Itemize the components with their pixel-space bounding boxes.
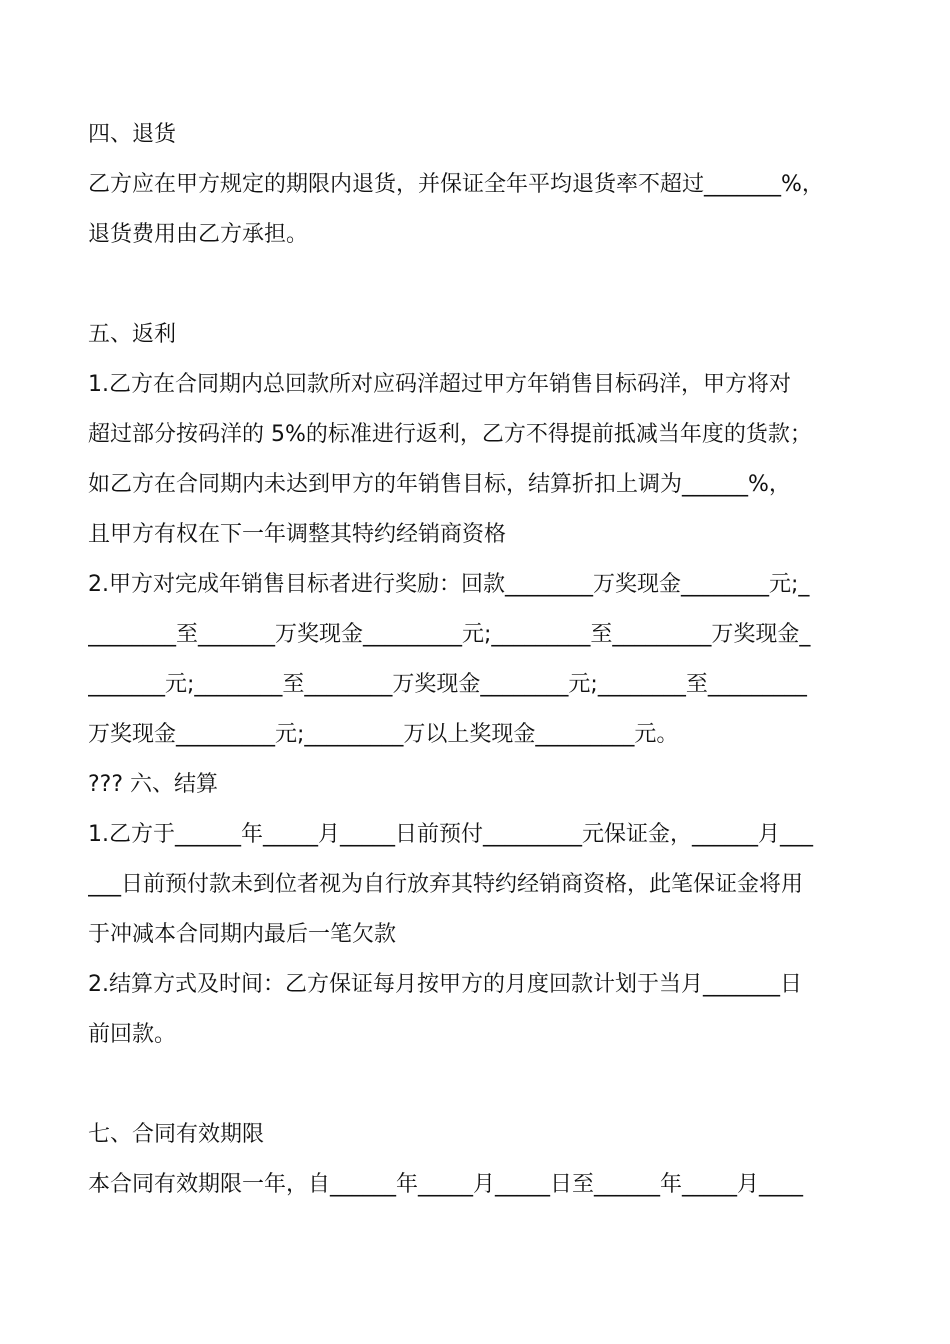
paragraph-line: 且甲方有权在下一年调整其特约经销商资格 [88,522,507,547]
paragraph-line: 本合同有效期限一年，自______年_____月_____日至______年_____月____ [88,1172,804,1197]
paragraph-line: 退货费用由乙方承担。 [88,222,309,247]
paragraph-line: 2.甲方对完成年销售目标者进行奖励：回款________万奖现金________元;_ [88,572,810,597]
section-heading-returns: 四、退货 [88,122,177,147]
paragraph-line: 于冲减本合同期内最后一笔欠款 [88,922,397,947]
paragraph-line: ___日前预付款未到位者视为自行放弃其特约经销商资格，此笔保证金将用 [88,872,804,897]
paragraph-line: 万奖现金_________元;_________万以上奖现金_________元。 [88,722,679,747]
section-heading-validity: 七、合同有效期限 [88,1122,265,1147]
paragraph-line: 超过部分按码洋的 5%的标准进行返利，乙方不得提前抵减当年度的货款； [88,422,812,447]
paragraph-line: _______元;________至________万奖现金________元;________至_________ [88,672,807,697]
paragraph-line: 乙方应在甲方规定的期限内退货，并保证全年平均退货率不超过_______%， [88,172,824,197]
paragraph-line: 1.乙方在合同期内总回款所对应码洋超过甲方年销售目标码洋，甲方将对 [88,372,791,397]
paragraph-line: 如乙方在合同期内未达到甲方的年销售目标，结算折扣上调为______%， [88,472,791,497]
section-heading-settlement: ??? 六、结算 [88,772,219,797]
paragraph-line: 前回款。 [88,1022,177,1047]
section-heading-rebate: 五、返利 [88,322,177,347]
paragraph-line: ________至_______万奖现金_________元;_________至_________万奖现金_ [88,622,811,647]
paragraph-line: 2.结算方式及时间：乙方保证每月按甲方的月度回款计划于当月_______日 [88,972,802,997]
paragraph-line: 1.乙方于______年_____月_____日前预付_________元保证金，______月___ [88,822,813,847]
